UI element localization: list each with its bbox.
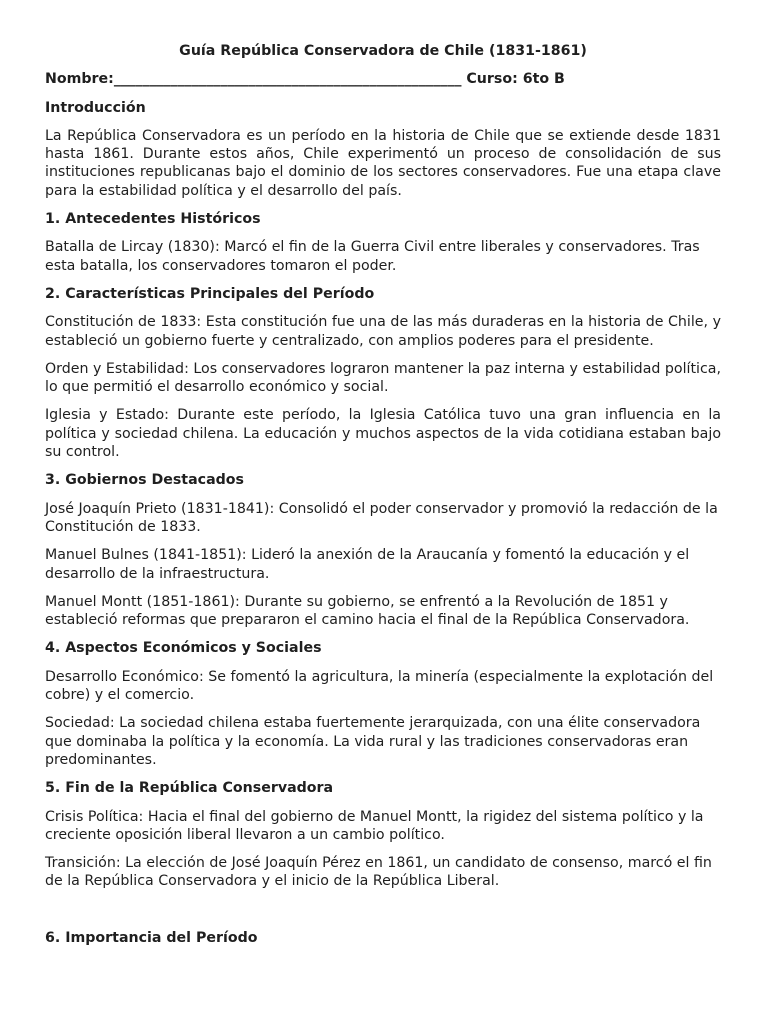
section-paragraph: José Joaquín Prieto (1831-1841): Consolidó el poder conservador y promovió la redacción de la Constitución de 1833. [45,500,718,535]
intro-paragraph: La República Conservadora es un período en la historia de Chile que se extiende desde 1831 hasta 1861. Durante estos años, Chile experimentó un proceso de consolidación de sus instituciones republicanas bajo el dominio de los sectores conservadores. Fue una etapa clave para la estabilidad política y el desarrollo del país. [45,127,721,199]
section-heading: 4. Aspectos Económicos y Sociales [45,640,322,657]
section-paragraph: Constitución de 1833: Esta constitución fue una de las más duraderas en la historia de Chile, y estableció un gobierno fuerte y centralizado, con amplios poderes para el presidente. [45,314,721,349]
intro-heading: Introducción [45,99,146,116]
section-paragraph: Transición: La elección de José Joaquín Pérez en 1861, un candidato de consenso, marcó el fin de la República Conservadora y el inicio de la República Liberal. [45,855,712,890]
blank-space [45,901,721,929]
section-gobiernos [45,471,721,629]
section-importancia [45,929,721,947]
section-paragraph: Desarrollo Económico: Se fomentó la agricultura, la minería (especialmente la explotación del cobre) y el comercio. [45,668,714,704]
section-caracteristicas [45,285,721,461]
section-heading: 5. Fin de la República Conservadora [45,780,334,797]
section-paragraph: Batalla de Lircay (1830): Marcó el fin de la Guerra Civil entre liberales y conservadores. Tras esta batalla, los conservadores tomaron el poder. [45,239,700,274]
section-heading: 6. Importancia del Período [45,929,258,946]
section-heading: 1. Antecedentes Históricos [45,211,261,228]
section-heading: 2. Características Principales del Período [45,285,375,302]
section-paragraph: Manuel Montt (1851-1861): Durante su gobierno, se enfrentó a la Revolución de 1851 y estableció reformas que prepararon el camino hacia el final de la República Conservadora. [45,593,690,629]
section-antecedentes [45,210,721,275]
section-paragraph: Orden y Estabilidad: Los conservadores lograron mantener la paz interna y estabilidad política, lo que permitió el desarrollo económico y social. [45,360,721,396]
section-aspectos [45,639,721,769]
section-heading: 3. Gobiernos Destacados [45,472,244,489]
section-paragraph: Crisis Política: Hacia el final del gobierno de Manuel Montt, la rigidez del sistema político y la creciente oposición liberal llevaron a un cambio político. [45,808,704,843]
document-page [45,42,721,957]
section-paragraph: Manuel Bulnes (1841-1851): Lideró la anexión de la Araucanía y fomentó la educación y el desarrollo de la infraestructura. [45,547,690,582]
section-fin [45,779,721,890]
section-paragraph: Sociedad: La sociedad chilena estaba fuertemente jerarquizada, con una élite conservadora que dominaba la política y la economía. La vida rural y las tradiciones conservadoras eran predominantes. [45,715,701,768]
document-title: Guía República Conservadora de Chile (1831-1861) [179,43,587,59]
section-paragraph: Iglesia y Estado: Durante este período, la Iglesia Católica tuvo una gran influencia en la política y sociedad chilena. La educación y muchos aspectos de la vida cotidiana estaban bajo su control. [45,407,721,461]
name-course-line: Nombre:_________________________________________________ Curso: 6to B [45,71,565,88]
